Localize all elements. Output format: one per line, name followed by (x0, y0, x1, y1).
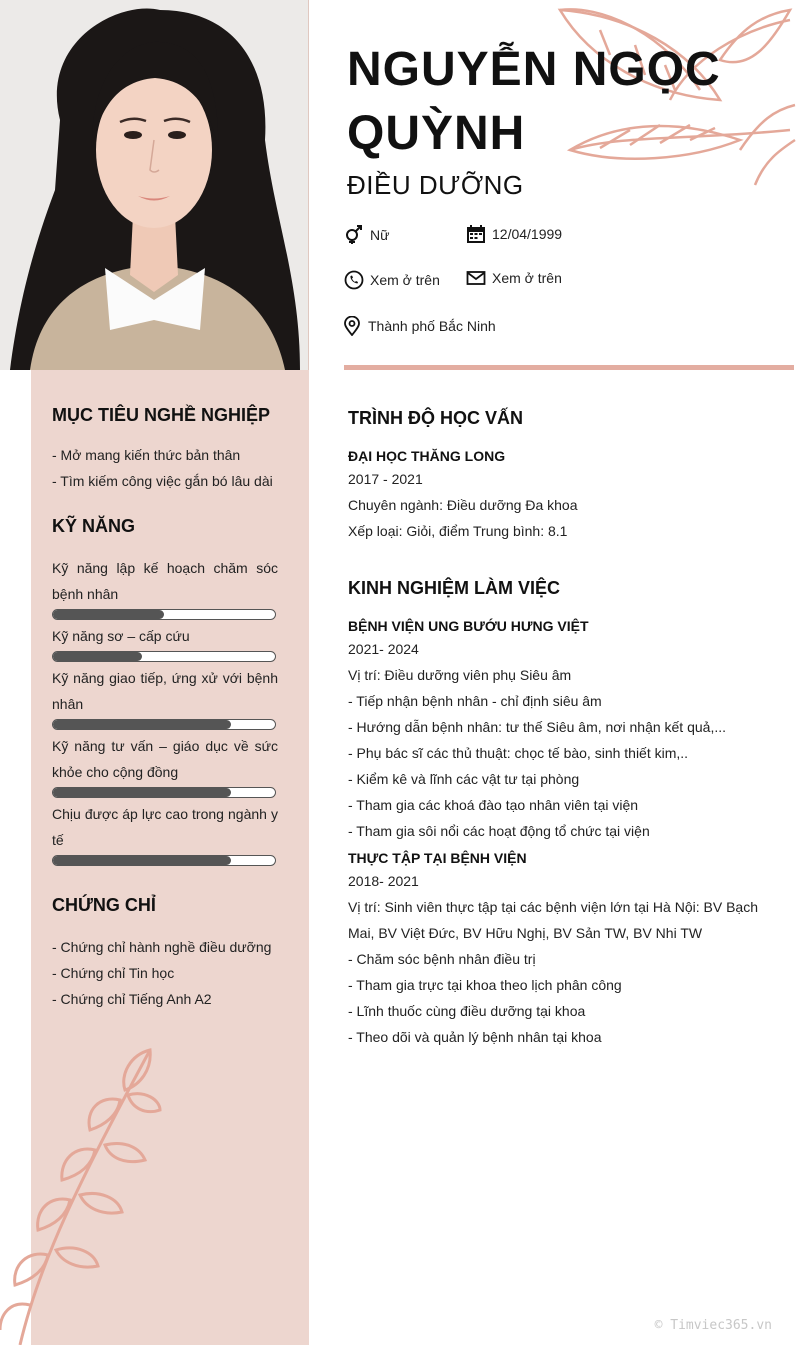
skill-label: Chịu được áp lực cao trong ngành y tế (52, 806, 278, 848)
location-icon (342, 316, 362, 336)
objective-item: - Tìm kiếm công việc gắn bó lâu dài (52, 473, 273, 489)
skill-label: Kỹ năng giao tiếp, ứng xử với bệnh nhân (52, 670, 278, 712)
skill-label: Kỹ năng tư vấn – giáo dục về sức khỏe cho cộng đồng (52, 738, 278, 780)
skills-title: KỸ NĂNG (52, 516, 136, 536)
job-line: Vị trí: Điều dưỡng viên phụ Siêu âm (348, 667, 572, 683)
skill-item (52, 623, 278, 662)
experience-title: KINH NGHIỆM LÀM VIỆC (348, 578, 561, 598)
education-section (348, 408, 778, 544)
school-name: ĐẠI HỌC THĂNG LONG (348, 448, 506, 464)
leaf-decoration-bottom-icon (0, 1030, 180, 1345)
job-entry (348, 850, 778, 1050)
skill-bar (52, 609, 276, 620)
skills-section (52, 516, 278, 869)
calendar-icon (466, 224, 486, 244)
skill-bar (52, 651, 276, 662)
job-line: - Tham gia sôi nổi các hoạt động tổ chức tại viện (348, 823, 650, 839)
skill-bar-fill (53, 856, 231, 865)
job-line: - Tham gia các khoá đào tạo nhân viên tại viện (348, 797, 639, 813)
education-major: Chuyên ngành: Điều dưỡng Đa khoa (348, 497, 578, 513)
birthdate-value: 12/04/1999 (492, 226, 563, 242)
birthdate-info (466, 224, 562, 244)
candidate-role: ĐIỀU DƯỠNG (347, 170, 524, 200)
skill-bar (52, 787, 276, 798)
job-line: Vị trí: Sinh viên thực tập tại các bệnh viện lớn tại Hà Nội: BV Bạch Mai, BV Việt Đức, BV Hữu Nghị, BV Sản TW, BV Nhi TW (348, 899, 758, 941)
job-line: - Phụ bác sĩ các thủ thuật: chọc tế bào, sinh thiết kim,.. (348, 745, 689, 761)
objective-item: - Mở mang kiến thức bản thân (52, 447, 241, 463)
certificates-title: CHỨNG CHỈ (52, 895, 156, 915)
skill-item (52, 555, 278, 620)
skill-bar-fill (53, 610, 164, 619)
education-years: 2017 - 2021 (348, 471, 423, 487)
skill-bar (52, 855, 276, 866)
gender-info (344, 225, 389, 245)
header-divider-vertical (308, 0, 309, 370)
email-value: Xem ở trên (492, 270, 562, 286)
skill-bar-fill (53, 720, 231, 729)
job-line: - Lĩnh thuốc cùng điều dưỡng tại khoa (348, 1003, 586, 1019)
skill-item (52, 665, 278, 730)
job-line: - Tiếp nhận bệnh nhân - chỉ định siêu âm (348, 693, 602, 709)
skill-bar-fill (53, 652, 142, 661)
education-title: TRÌNH ĐỘ HỌC VẤN (348, 408, 523, 428)
job-line: - Tham gia trực tại khoa theo lịch phân công (348, 977, 622, 993)
skill-item (52, 801, 278, 866)
skill-bar-fill (53, 788, 231, 797)
phone-info (344, 270, 440, 290)
skill-item (52, 733, 278, 798)
mail-icon (466, 268, 486, 288)
education-grade: Xếp loại: Giỏi, điểm Trung bình: 8.1 (348, 523, 568, 539)
job-years: 2021- 2024 (348, 641, 419, 657)
skill-label: Kỹ năng sơ – cấp cứu (52, 628, 190, 644)
profile-photo (0, 0, 308, 370)
job-org: BỆNH VIỆN UNG BƯỚU HƯNG VIỆT (348, 618, 589, 634)
certificate-item: - Chứng chỉ Tiếng Anh A2 (52, 991, 212, 1007)
phone-icon (344, 270, 364, 290)
email-info (466, 268, 562, 288)
gender-value: Nữ (370, 227, 390, 243)
watermark: © Timviec365.vn (654, 1318, 772, 1333)
job-line: - Theo dõi và quản lý bệnh nhân tại khoa (348, 1029, 602, 1045)
address-value: Thành phố Bắc Ninh (368, 318, 496, 334)
job-line: - Kiểm kê và lĩnh các vật tư tại phòng (348, 771, 580, 787)
job-org: THỰC TẬP TẠI BỆNH VIỆN (348, 850, 527, 866)
job-entry (348, 618, 778, 844)
skill-label: Kỹ năng lập kế hoạch chăm sóc bệnh nhân (52, 560, 278, 602)
job-line: - Chăm sóc bệnh nhân điều trị (348, 951, 536, 967)
header-divider-horizontal (344, 365, 794, 370)
certificate-item: - Chứng chỉ hành nghề điều dưỡng (52, 939, 272, 955)
certificates-section (52, 895, 278, 1012)
job-line: - Hướng dẫn bệnh nhân: tư thế Siêu âm, nơi nhận kết quả,... (348, 719, 727, 735)
experience-section (348, 578, 778, 1050)
objective-section (52, 405, 278, 494)
job-years: 2018- 2021 (348, 873, 419, 889)
candidate-name: NGUYỄN NGỌC QUỲNH (347, 43, 721, 160)
address-info (342, 316, 496, 336)
skill-bar (52, 719, 276, 730)
phone-value: Xem ở trên (370, 272, 440, 288)
certificate-item: - Chứng chỉ Tin học (52, 965, 175, 981)
objective-title: MỤC TIÊU NGHỀ NGHIỆP (52, 405, 271, 425)
gender-icon (344, 225, 364, 245)
